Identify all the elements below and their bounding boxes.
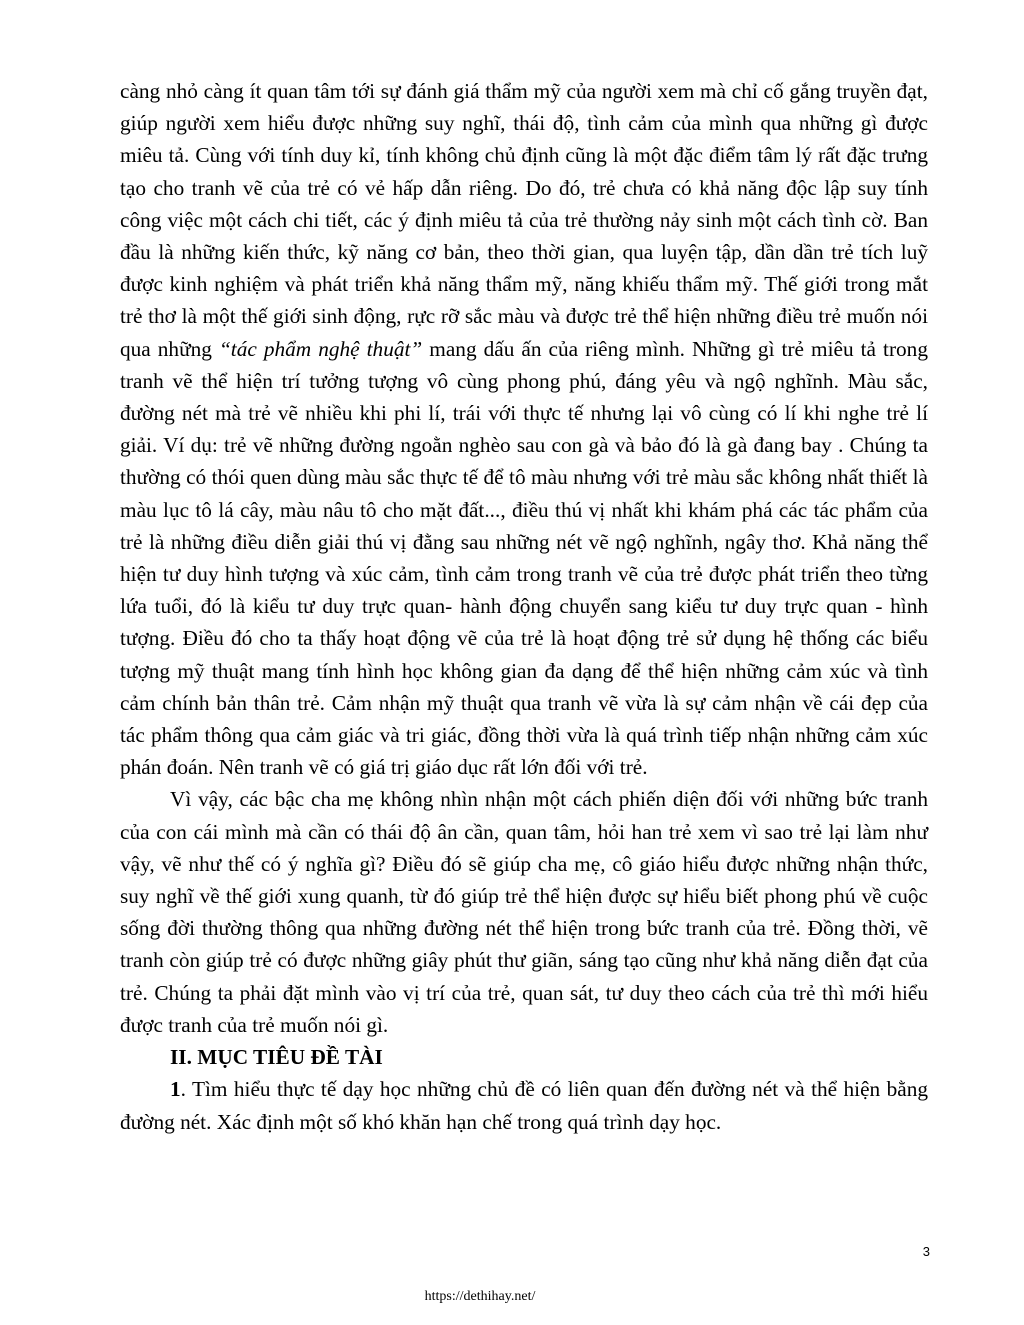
- footer-url[interactable]: https://dethihay.net/: [424, 1289, 536, 1304]
- document-body: [120, 75, 928, 1138]
- paragraph-1: [120, 75, 928, 783]
- list-item-number: 1: [170, 1077, 181, 1102]
- paragraph-1-text-b: mang dấu ấn của riêng mình. Những gì trẻ miêu tả trong tranh vẽ thể hiện trí tưởng tượng vô cùng phong phú, đáng yêu và ngộ nghĩnh. Màu sắc, đường nét mà trẻ vẽ nhiều khi phi lí, trái với thực tế nhưng lại vô cùng có lí khi nghe trẻ lí giải. Ví dụ: trẻ vẽ những đường ngoằn nghèo sau con gà và bảo đó là gà đang bay . Chúng ta thường có thói quen dùng màu sắc thực tế để tô màu nhưng với trẻ màu sắc không nhất thiết là màu lục tô lá cây, màu nâu tô cho mặt đất..., điều thú vị nhất khi khám phá các tác phẩm của trẻ là những điều diễn giải thú vị đằng sau những nét vẽ ngộ nghĩnh, ngây thơ. Khả năng thể hiện tư duy hình tượng và xúc cảm, tình cảm trong tranh vẽ của trẻ được phát triển theo từng lứa tuổi, đó là kiểu tư duy trực quan- hành động chuyển sang kiểu tư duy trực quan - hình tượng. Điều đó cho ta thấy hoạt động vẽ của trẻ là hoạt động trẻ sử dụng hệ thống các biểu tượng mỹ thuật mang tính hình học không gian đa dạng để thể hiện những cảm xúc và tình cảm chính bản thân trẻ. Cảm nhận mỹ thuật qua tranh vẽ vừa là sự cảm nhận về cái đẹp của tác phẩm thông qua cảm giác và tri giác, đồng thời vừa là quá trình tiếp nhận những cảm xúc phán đoán. Nên tranh vẽ có giá trị giáo dục rất lớn đối với trẻ.: [120, 336, 928, 780]
- paragraph-2: Vì vậy, các bậc cha mẹ không nhìn nhận một cách phiến diện đối với những bức tranh của con cái mình mà cần có thái độ ân cần, quan tâm, hỏi han trẻ xem vì sao trẻ lại làm như vậy, vẽ như thế có ý nghĩa gì? Điều đó sẽ giúp cha mẹ, cô giáo hiểu được những nhận thức, suy nghĩ về thế giới xung quanh, từ đó giúp trẻ thể hiện được sự hiểu biết phong phú về cuộc sống đời thường thông qua những đường nét thể hiện trong bức tranh của trẻ. Đồng thời, vẽ tranh còn giúp trẻ có được những giây phút thư giãn, sáng tạo cũng như khả năng diễn đạt của trẻ. Chúng ta phải đặt mình vào vị trí của trẻ, quan sát, tư duy theo cách của trẻ thì mới hiểu được tranh của trẻ muốn nói gì.: [120, 787, 928, 1037]
- page-number: 3: [922, 1244, 930, 1259]
- italic-quote: “tác phẩm nghệ thuật”: [218, 336, 423, 361]
- list-item-text: . Tìm hiểu thực tế dạy học những chủ đề có liên quan đến đường nét và thể hiện bằng đường nét. Xác định một số khó khăn hạn chế trong quá trình dạy học.: [120, 1077, 928, 1134]
- section-heading: II. MỤC TIÊU ĐỀ TÀI: [170, 1045, 383, 1070]
- list-item-1: [120, 1073, 928, 1137]
- paragraph-1-text-a: càng nhỏ càng ít quan tâm tới sự đánh giá thẩm mỹ của người xem mà chỉ cố gắng truyền đạt, giúp người xem hiểu được những suy nghĩ, thái độ, tình cảm của mình qua những gì được miêu tả. Cùng với tính duy kỉ, tính không chủ định cũng là một đặc điểm tâm lý rất đặc trưng tạo cho tranh vẽ của trẻ có vẻ hấp dẫn riêng. Do đó, trẻ chưa có khả năng độc lập suy tính công việc một cách chi tiết, các ý định miêu tả của trẻ thường nảy sinh một cách tình cờ. Ban đầu là những kiến thức, kỹ năng cơ bản, theo thời gian, qua luyện tập, dần dần trẻ tích luỹ được kinh nghiệm và phát triển khả năng thẩm mỹ, năng khiếu thẩm mỹ. Thế giới trong mắt trẻ thơ là một thế giới sinh động, rực rỡ sắc màu và được trẻ thể hiện những điều trẻ muốn nói qua những: [120, 79, 928, 361]
